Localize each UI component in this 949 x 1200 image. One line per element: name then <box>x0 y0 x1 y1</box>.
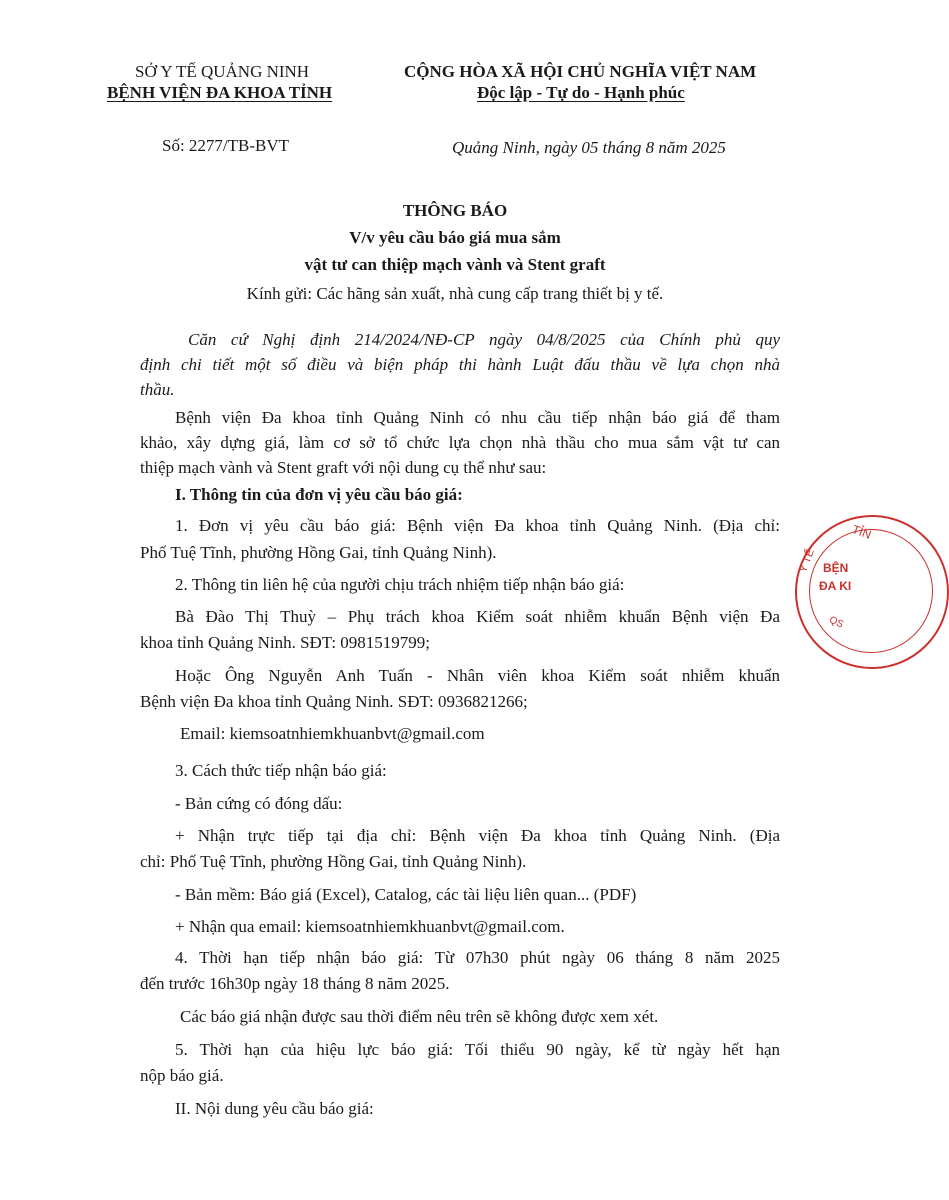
paragraph-line: Các báo giá nhận được sau thời điểm nêu trên sẽ không được xem xét. <box>180 1007 659 1026</box>
paragraph-line: 4. Thời hạn tiếp nhận báo giá: Từ 07h30 phút ngày 06 tháng 8 năm 2025 <box>175 948 780 967</box>
paragraph-line: nộp báo giá. <box>140 1066 224 1085</box>
basis-line: thầu. <box>140 380 175 399</box>
department-name: SỞ Y TẾ QUẢNG NINH <box>135 62 310 81</box>
contact-line: khoa tỉnh Quảng Ninh. SĐT: 0981519799; <box>140 633 431 652</box>
contact-line: Bà Đào Thị Thuỳ – Phụ trách khoa Kiểm soát nhiễm khuẩn Bệnh viện Đa <box>175 607 780 626</box>
document-subject-line1: V/v yêu cầu báo giá mua sắm <box>349 228 561 247</box>
basis-line: định chi tiết một số điều và biện pháp thi hành Luật đấu thầu về lựa chọn nhà <box>140 355 780 374</box>
official-stamp <box>795 515 949 669</box>
document-title: THÔNG BÁO <box>402 201 508 220</box>
national-title: CỘNG HÒA XÃ HỘI CHỦ NGHĨA VIỆT NAM <box>404 62 757 81</box>
section-heading-1: I. Thông tin của đơn vị yêu cầu báo giá: <box>175 485 463 504</box>
place-date: Quảng Ninh, ngày 05 tháng 8 năm 2025 <box>452 138 726 157</box>
section-heading-2: II. Nội dung yêu cầu báo giá: <box>175 1099 374 1118</box>
contact-line: Hoặc Ông Nguyễn Anh Tuấn - Nhân viên khoa Kiểm soát nhiễm khuẩn <box>175 666 780 685</box>
paragraph-line: đến trước 16h30p ngày 18 tháng 8 năm 2025. <box>140 974 450 993</box>
stamp-text-bottom: QS <box>827 614 846 631</box>
paragraph-line: + Nhận trực tiếp tại địa chỉ: Bệnh viện Đa khoa tỉnh Quảng Ninh. (Địa <box>175 826 780 845</box>
stamp-text-line2: ĐA KI <box>819 579 852 593</box>
paragraph-line: 5. Thời hạn của hiệu lực báo giá: Tối thiểu 90 ngày, kể từ ngày hết hạn <box>175 1040 780 1059</box>
document-number: Số: 2277/TB-BVT <box>162 136 290 155</box>
intro-line: Bệnh viện Đa khoa tỉnh Quảng Ninh có nhu cầu tiếp nhận báo giá để tham <box>175 408 780 427</box>
intro-line: khảo, xây dựng giá, làm cơ sở tổ chức lựa chọn nhà thầu cho mua sắm vật tư can <box>140 433 780 452</box>
paragraph-line: chỉ: Phố Tuệ Tĩnh, phường Hồng Gai, tỉnh Quảng Ninh). <box>140 852 527 871</box>
contact-line: Bệnh viện Đa khoa tỉnh Quảng Ninh. SĐT: 0936821266; <box>140 692 528 711</box>
paragraph-line: 1. Đơn vị yêu cầu báo giá: Bệnh viện Đa khoa tỉnh Quảng Ninh. (Địa chỉ: <box>175 516 780 535</box>
stamp-text-left: Y TẾ <box>797 547 817 575</box>
paragraph-line: - Bản mềm: Báo giá (Excel), Catalog, các tài liệu liên quan... (PDF) <box>175 885 637 904</box>
document-subject-line2: vật tư can thiệp mạch vành và Stent graft <box>304 255 606 274</box>
national-motto: Độc lập - Tự do - Hạnh phúc <box>477 83 685 102</box>
paragraph-line: 3. Cách thức tiếp nhận báo giá: <box>175 761 387 780</box>
paragraph-line: - Bản cứng có đóng dấu: <box>175 794 343 813</box>
paragraph-line: + Nhận qua email: kiemsoatnhiemkhuanbvt@gmail.com. <box>175 917 565 936</box>
intro-line: thiệp mạch vành và Stent graft với nội dung cụ thể như sau: <box>140 458 547 477</box>
stamp-text-top: TỈN <box>850 522 874 542</box>
basis-line: Căn cứ Nghị định 214/2024/NĐ-CP ngày 04/8/2025 của Chính phủ quy <box>188 330 780 349</box>
contact-email: Email: kiemsoatnhiemkhuanbvt@gmail.com <box>180 724 485 743</box>
recipients: Kính gửi: Các hãng sản xuất, nhà cung cấp trang thiết bị y tế. <box>246 284 664 303</box>
hospital-name: BỆNH VIỆN ĐA KHOA TỈNH <box>107 83 333 102</box>
paragraph-line: Phố Tuệ Tĩnh, phường Hồng Gai, tỉnh Quảng Ninh). <box>140 543 497 562</box>
paragraph-line: 2. Thông tin liên hệ của người chịu trách nhiệm tiếp nhận báo giá: <box>175 575 625 594</box>
stamp-text-line1: BỆN <box>823 561 849 575</box>
